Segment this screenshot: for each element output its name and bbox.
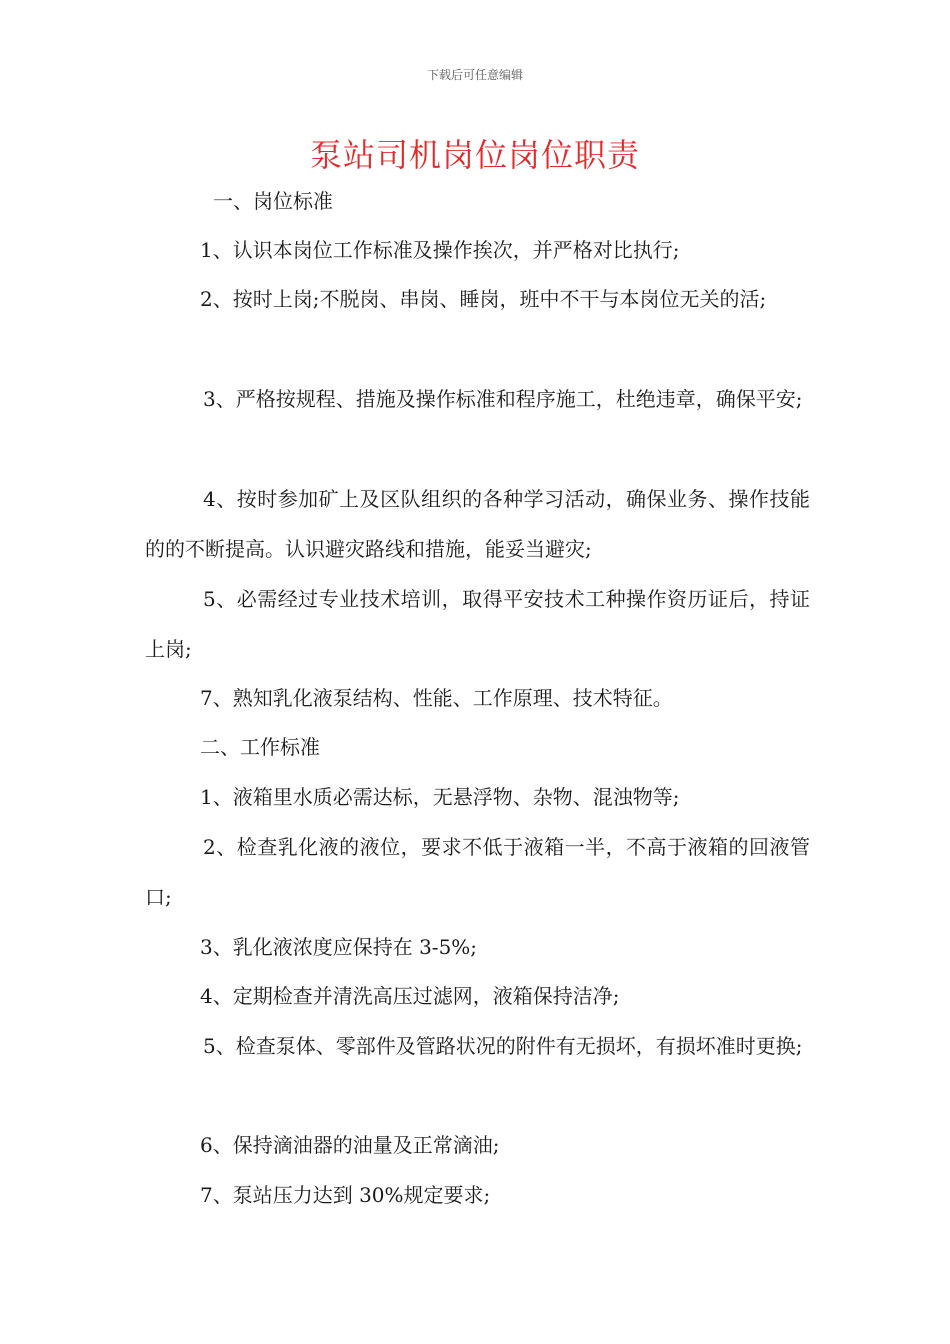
list-item: 5、检查泵体、零部件及管路状况的附件有无损坏，有损坏准时更换; [203,1034,803,1058]
list-item: 7、熟知乳化液泵结构、性能、工作原理、技术特征。 [200,686,673,710]
list-item: 1、认识本岗位工作标准及操作挨次，并严格对比执行; [200,238,680,262]
list-item: 3、严格按规程、措施及操作标准和程序施工，杜绝违章，确保平安; [203,387,803,411]
list-item: 5、必需经过专业技术培训，取得平安技术工种操作资历证后，持证上岗; [145,587,810,661]
document-title: 泵站司机岗位岗位职责 [309,136,640,174]
section-heading-standards: 一、岗位标准 [213,189,333,213]
section-heading-work-standards: 二、工作标准 [200,735,320,759]
list-item: 4、定期检查并清洗高压过滤网，液箱保持洁净; [200,984,620,1008]
page-header-note: 下载后可任意编辑 [426,68,523,82]
list-item: 7、泵站压力达到 30%规定要求; [200,1183,491,1207]
list-item: 2、检查乳化液的液位，要求不低于液箱一半，不高于液箱的回液管口; [145,835,810,909]
list-item: 2、按时上岗;不脱岗、串岗、睡岗，班中不干与本岗位无关的活; [200,287,767,311]
list-item: 4、按时参加矿上及区队组织的各种学习活动，确保业务、操作技能的的不断提高。认识避灾路线和措施，能妥当避灾; [145,487,810,561]
list-item: 1、液箱里水质必需达标，无悬浮物、杂物、混浊物等; [200,785,680,809]
list-item: 3、乳化液浓度应保持在 3-5%; [200,935,478,959]
list-item: 6、保持滴油器的油量及正常滴油; [200,1133,500,1157]
